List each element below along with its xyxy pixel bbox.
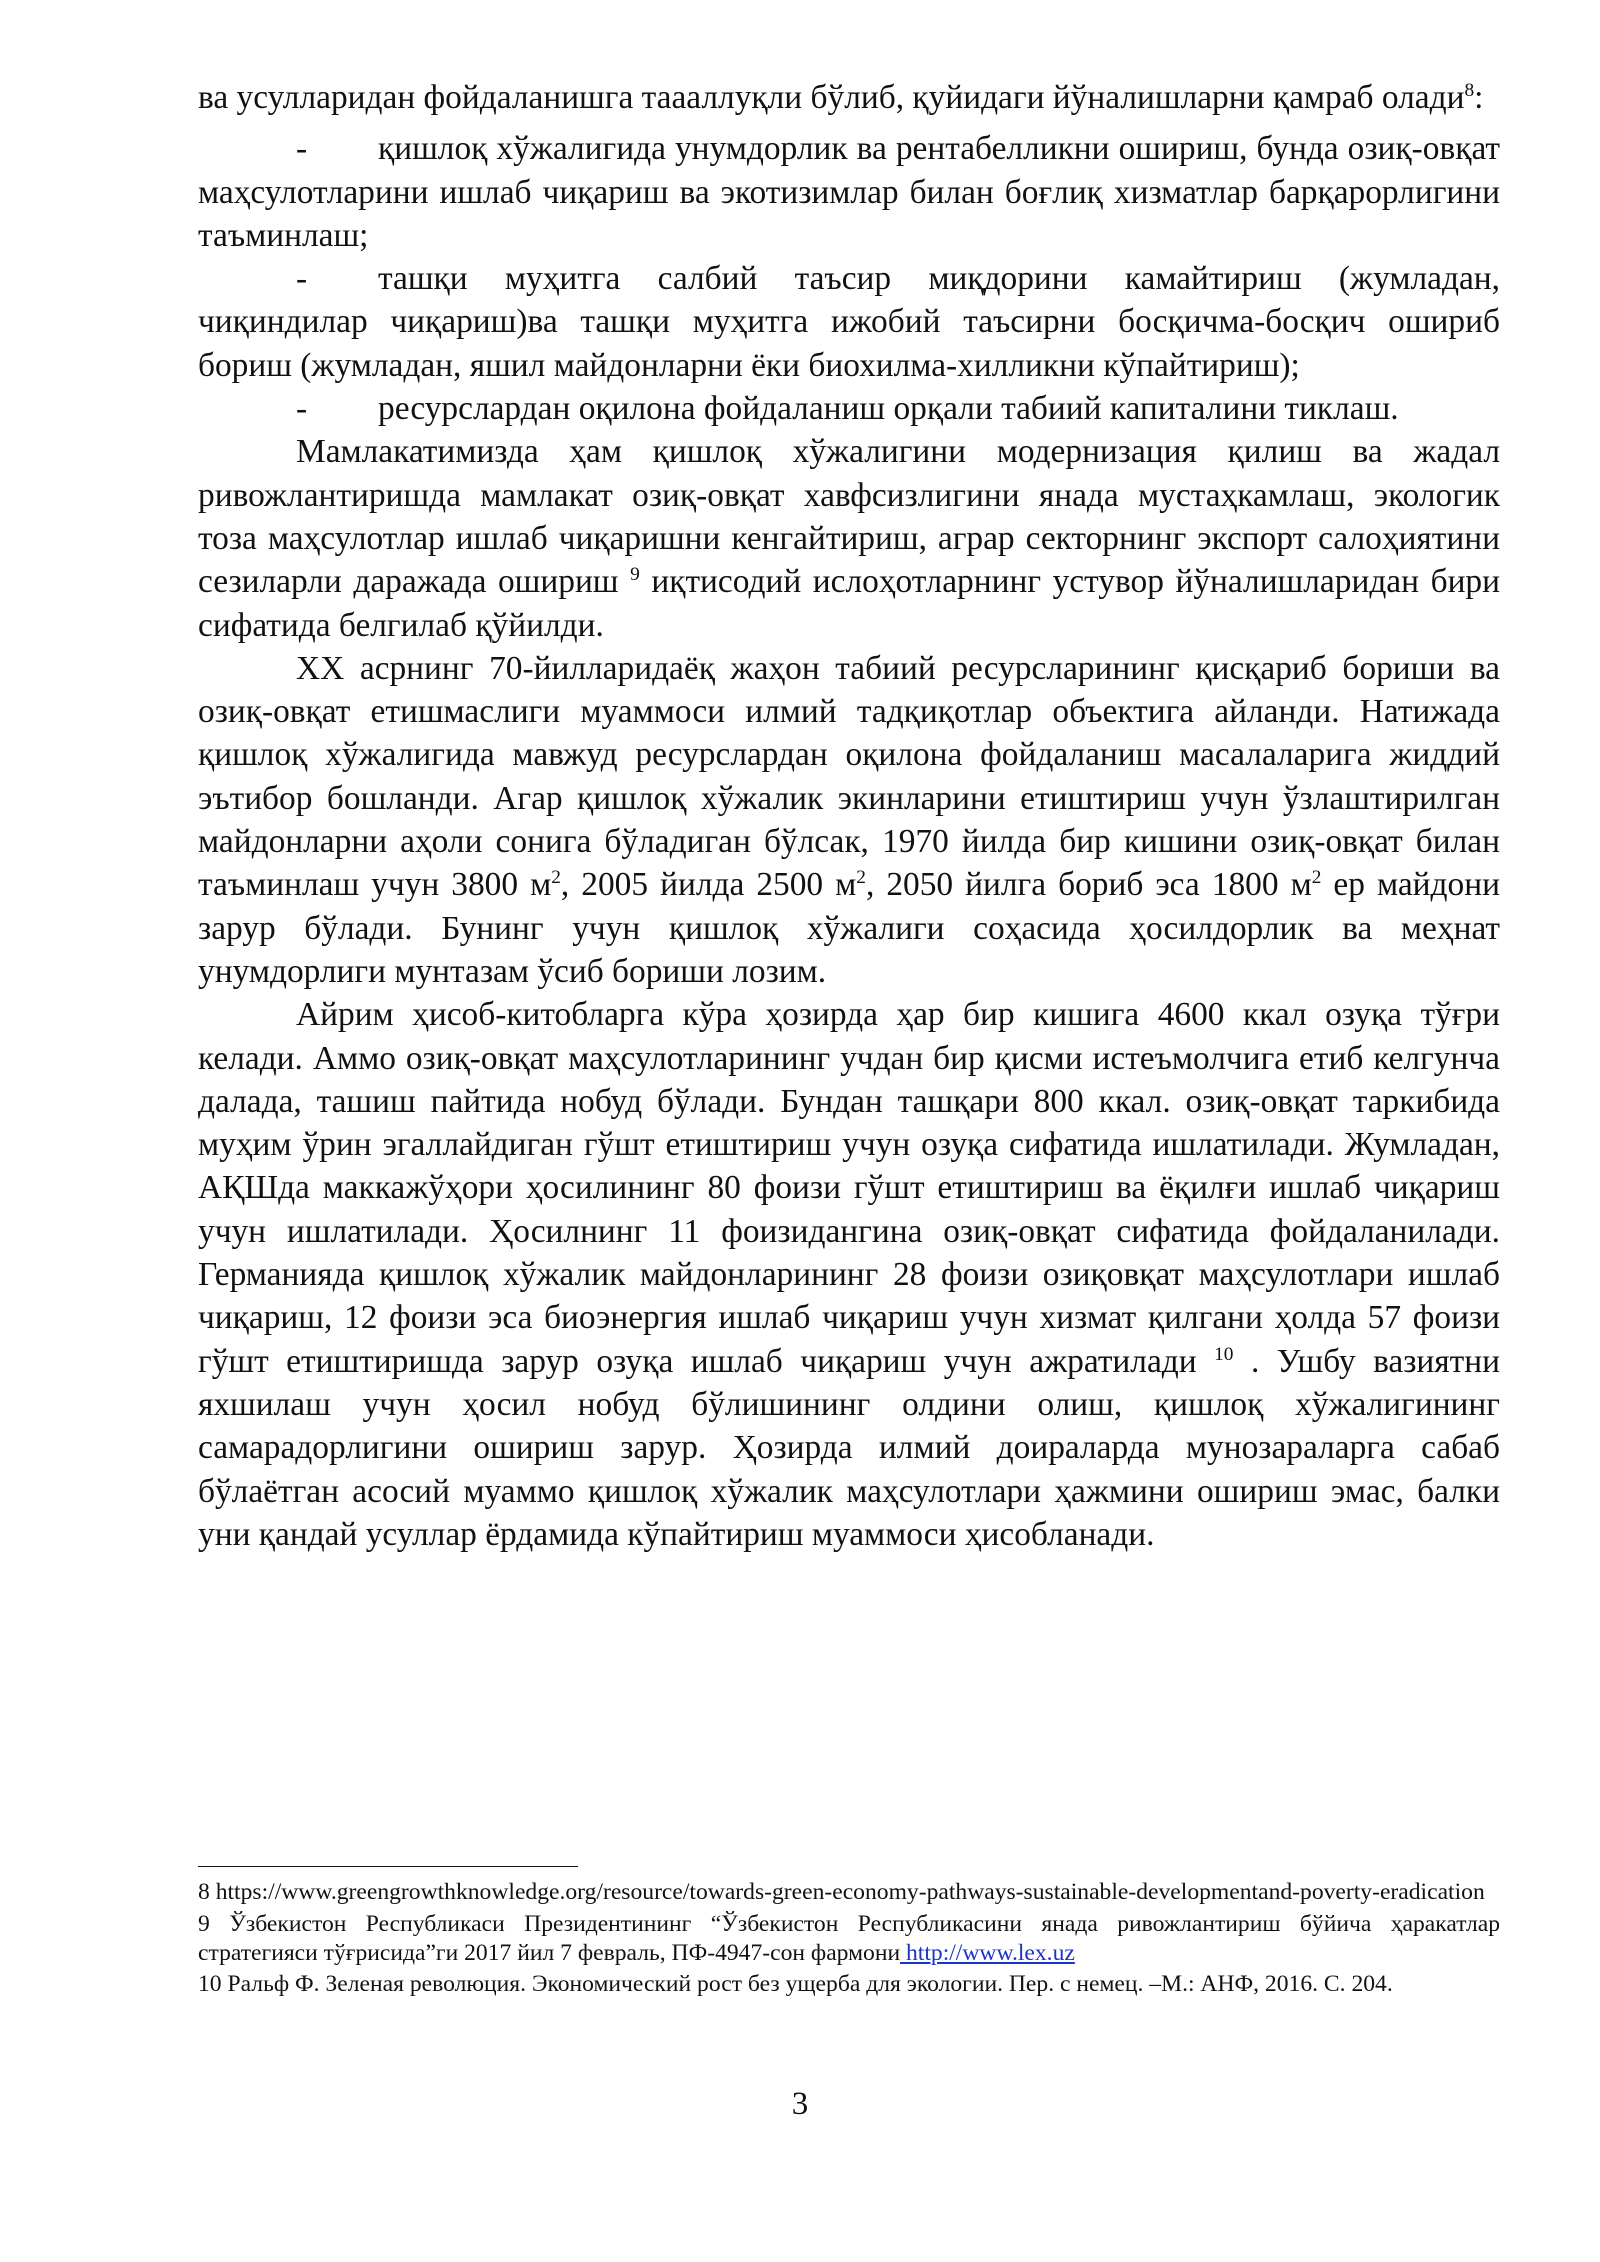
footnote-ref-8[interactable]: 8 — [1464, 79, 1475, 101]
dash-marker: - — [296, 390, 308, 428]
para2-text-c: , 2050 йилга бориб эса 1800 м — [865, 866, 1312, 904]
para1-text-a: Мамлакатимизда ҳам қишлоқ хўжалигини модернизация қилиш ва жадал ривожлантиришда мамлакат озиқ-овқат хавфсизлигини янада мустаҳкамлаш, экологик тоза маҳсулотлар ишлаб чиқаришни кенгайтириш, аграр секторнинг экспорт салоҳиятини сезиларли даражада ошириш — [198, 433, 1500, 601]
superscript: 2 — [1311, 867, 1322, 889]
dash-marker: - — [296, 130, 308, 168]
footnote-ref-9[interactable]: 9 — [630, 564, 640, 586]
bullet-item — [198, 127, 1500, 257]
superscript: 2 — [856, 867, 866, 889]
footnote-9-text: 9 Ўзбекистон Республикаси Президентининг “Ўзбекистон Республикасини янада ривожлантириш бўйича ҳаракатлар стратегияси тўғрисида”ги 2017 йил 7 февраль, ПФ-4947-сон фармони — [198, 1910, 1500, 1966]
dash-marker: - — [296, 260, 308, 298]
footnotes — [198, 1878, 1500, 2002]
page-number: 3 — [791, 2086, 809, 2122]
para3-text-a: Айрим ҳисоб-китобларга кўра ҳозирда ҳар бир кишига 4600 ккал озуқа тўғри келади. Аммо озиқ-овқат маҳсулотларининг учдан бир қисми истеъмолчига етиб келгунча далада, ташиш пайтида нобуд бўлади. Бундан ташқари 800 ккал. озиқ-овқат таркибида муҳим ўрин эгаллайдиган гўшт етиштириш учун озуқа сифатида ишлатилади. Жумладан, АҚШда маккажўҳори ҳосилининг 80 фоизи гўшт етиштириш ва ёқилғи ишлаб чиқариш учун ишлатилади. Ҳосилнинг 11 фоизидангина озиқ-овқат сифатида фойдаланилади. Германияда қишлоқ хўжалик майдонларининг 28 фоизи озиқовқат маҳсулотлари ишлаб чиқариш, 12 фоизи эса биоэнергия ишлаб чиқариш учун хизмат қилгани ҳолда 57 фоизи гўшт етиштиришда зарур озуқа ишлаб чиқариш учун ажратилади — [198, 996, 1500, 1380]
footnote-9 — [198, 1910, 1500, 1968]
paragraph-resources — [198, 647, 1500, 993]
para1-text-b: иқтисодий ислоҳотларнинг устувор йўналишларидан бири сифатида белгилаб қўйилди. — [198, 563, 1501, 644]
bullet-text: қишлоқ хўжалигида унумдорлик ва рентабелликни ошириш, бунда озиқ-овқат маҳсулотларини ишлаб чиқариш ва экотизимлар билан боғлиқ хизматлар барқарорлигини таъминлаш; — [198, 130, 1500, 254]
para2-text-b: , 2005 йилда 2500 м — [560, 866, 857, 904]
bullet-text: ташқи муҳитга салбий таъсир миқдорини камайтириш (жумладан, чиқиндилар чиқариш)ва ташқи муҳитга ижобий таъсирни босқичма-босқич ошириб бориш (жумладан, яшил майдонларни ёки биохилма-хилликни кўпайтириш); — [198, 260, 1500, 384]
bullet-text: ресурслардан оқилона фойдаланиш орқали табиий капиталини тиклаш. — [378, 390, 1399, 428]
paragraph-modernization — [198, 430, 1500, 646]
intro-text: ва усулларидан фойдаланишга таааллуқли бўлиб, қуйидаги йўналишларни қамраб олади — [198, 79, 1465, 116]
para2-text-d: ер майдони зарур бўлади. Бунинг учун қишлоқ хўжалиги соҳасида ҳосилдорлик ва меҳнат унумдорлиги мунтазам ўсиб бориши лозим. — [198, 866, 1500, 990]
para2-text-a: XX асрнинг 70-йилларидаёқ жаҳон табиий ресурсларининг қисқариб бориши ва озиқ-овқат етишмаслиги муаммоси илмий тадқиқотлар объектига айланди. Натижада қишлоқ хўжалигида мавжуд ресурслардан оқилона фойдаланиш масалаларига жиддий эътибор бошланди. Агар қишлоқ хўжалик экинларини етиштириш учун ўзлаштирилган майдонларни аҳоли сонига бўладиган бўлсак, 1970 йилда бир кишини озиқ-овқат билан таъминлаш учун 3800 м — [198, 649, 1500, 904]
footnote-8: 8 https://www.greengrowthknowledge.org/resource/towards-green-economy-pathways-sustainable-developmentand-poverty-eradication — [198, 1879, 1485, 1905]
main-text — [198, 76, 1500, 1556]
para3-text-b: . Ушбу вазиятни яхшилаш учун ҳосил нобуд бўлишининг олдини олиш, қишлоқ хўжалигининг самарадорлигини ошириш зарур. Ҳозирда илмий доираларда мунозараларга сабаб бўлаётган асосий муаммо қишлоқ хўжалик маҳсулотлари ҳажмини ошириш эмас, балки уни қандай усуллар ёрдамида кўпайтириш муаммоси ҳисобланади. — [198, 1342, 1500, 1553]
footnote-separator — [198, 1866, 578, 1867]
superscript: 2 — [551, 867, 561, 889]
footnote-9-link[interactable]: http://www.lex.uz — [900, 1939, 1075, 1966]
bullet-item — [198, 387, 1500, 430]
bullet-item — [198, 257, 1500, 387]
footnote-ref-10[interactable]: 10 — [1214, 1343, 1234, 1365]
intro-tail: : — [1474, 79, 1484, 116]
intro-paragraph — [198, 76, 1500, 119]
paragraph-calories — [198, 993, 1500, 1556]
footnote-10: 10 Ральф Ф. Зеленая революция. Экономический рост без ущерба для экологии. Пер. с немец. –М.: АНФ, 2016. С. 204. — [198, 1971, 1393, 1998]
